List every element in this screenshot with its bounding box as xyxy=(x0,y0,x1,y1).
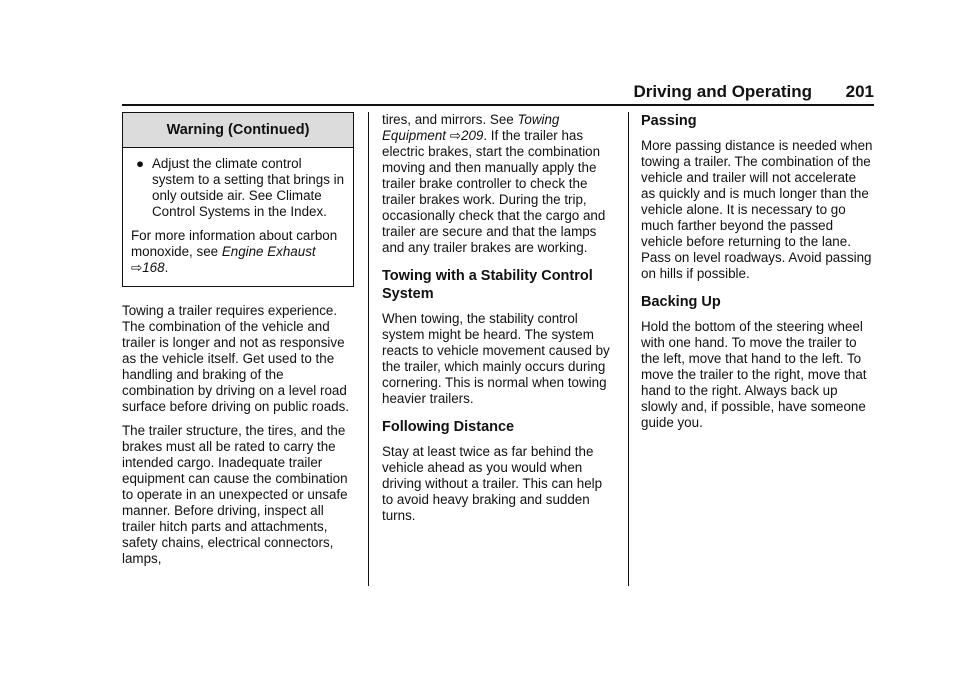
paragraph-stability-control: When towing, the stability control system might be heard. The system reacts to vehicle movement caused by the trailer, which mainly occurs during cornering. This is normal when towing heavier trailers. xyxy=(382,311,610,406)
more-info-paragraph xyxy=(131,228,345,276)
bullet-icon: ● xyxy=(136,156,145,171)
page-header xyxy=(122,80,874,106)
paragraph-trailer-structure: The trailer structure, the tires, and the brakes must all be rated to carry the intended cargo. Inadequate trailer equipment can cause the combination to operate in an unexpected or unsafe manner. Before driving, inspect all trailer hitch parts and attachments, safety chains, electrical connectors, lamps, xyxy=(122,423,348,566)
heading-passing: Passing xyxy=(641,113,697,129)
paragraph-passing: More passing distance is needed when towing a trailer. The combination of the vehicle and trailer will not accelerate as quickly and is much longer than the vehicle alone. It is necessary to go much farther beyond the passed vehicle before returning to the lane. Pass on level roadways. Avoid passing on hills if possible. xyxy=(641,138,873,281)
column-divider-1 xyxy=(368,112,369,586)
brakes-text: . If the trailer has electric brakes, start the combination moving and then manually apply the trailer brake controller to check the trailer brakes work. During the trip, occasionally check that the cargo and trailer are secure and that the lamps and any trailer brakes are working. xyxy=(382,128,606,255)
warning-body xyxy=(123,148,353,286)
paragraph-backing-up: Hold the bottom of the steering wheel with one hand. To move the trailer to the left, move that hand to the left. To move the trailer to the right, move that hand to the right. Always back up slowly and, if possible, have someone guide you. xyxy=(641,319,867,430)
ref-page: 168 xyxy=(142,260,165,275)
warning-title: Warning (Continued) xyxy=(123,113,353,148)
section-title: Driving and Operating xyxy=(633,82,812,101)
ref-page: 209 xyxy=(461,128,484,143)
mirrors-text: tires, and mirrors. See xyxy=(382,112,518,127)
paragraph-experience: Towing a trailer requires experience. The combination of the vehicle and trailer is longer and not as responsive as the vehicle itself. Get used to the handling and braking of the combination by driving on a level road surface before driving on public roads. xyxy=(122,303,350,414)
paragraph-mirrors xyxy=(382,112,614,256)
heading-backing-up: Backing Up xyxy=(641,294,721,310)
bullet-text: Adjust the climate control system to a setting that brings in only outside air. See Climate Control Systems in the Index. xyxy=(152,156,345,219)
page-number: 201 xyxy=(845,82,874,101)
column-3 xyxy=(641,112,873,439)
heading-stability-control: Towing with a Stability Control System xyxy=(382,268,593,302)
column-divider-2 xyxy=(628,112,629,586)
page-ref-icon: ⇨ xyxy=(131,260,143,275)
ref-end: . xyxy=(164,260,169,275)
warning-box xyxy=(122,112,354,287)
ref-label: Towing Equipment xyxy=(382,112,560,143)
warning-bullet xyxy=(136,156,345,220)
more-info-text: For more information about carbon monoxide, see xyxy=(131,228,338,259)
ref-label: Engine Exhaust xyxy=(221,244,316,259)
paragraph-following-distance: Stay at least twice as far behind the vehicle ahead as you would when driving without a trailer. This can help to avoid heavy braking and sudden turns. xyxy=(382,444,603,523)
column-2 xyxy=(382,112,614,532)
column-1 xyxy=(122,112,354,575)
heading-following-distance: Following Distance xyxy=(382,419,515,435)
page-ref-icon: ⇨ xyxy=(449,128,461,143)
